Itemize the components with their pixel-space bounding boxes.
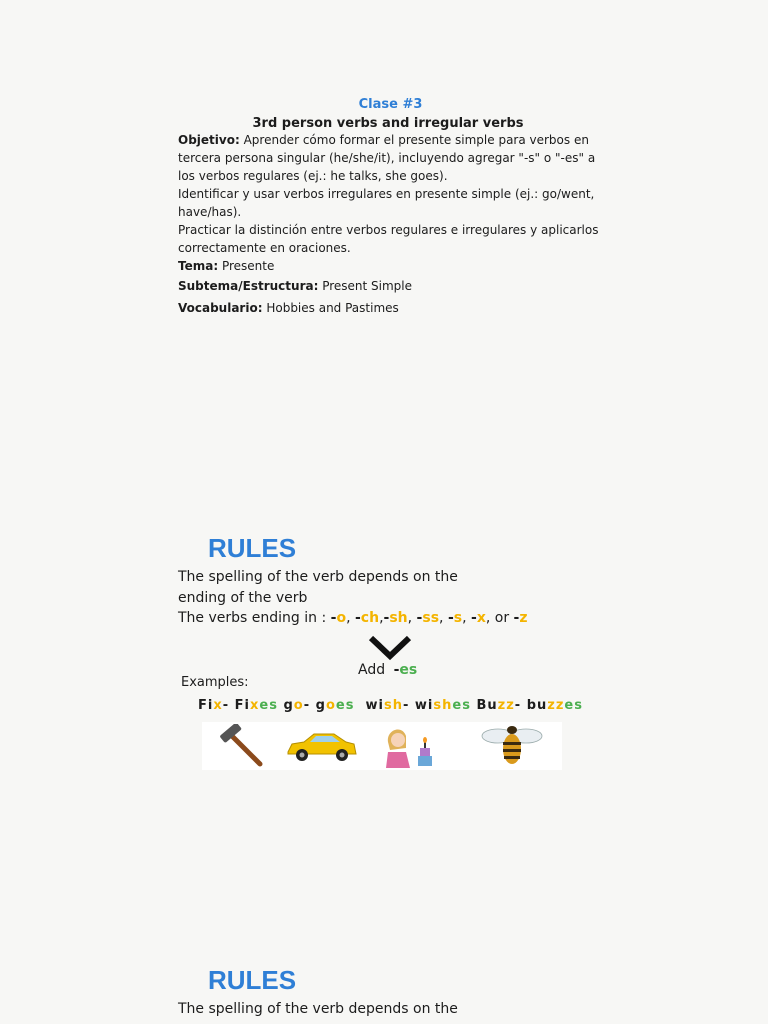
subtema-value: Present Simple bbox=[318, 279, 413, 293]
examples-line bbox=[198, 698, 583, 713]
rules-heading: RULES bbox=[208, 533, 297, 563]
vocabulario-value: Hobbies and Pastimes bbox=[262, 301, 399, 315]
objective-text: Aprender cómo formar el presente simple para verbos en tercera persona singular (he/she/it), incluyendo agregar "-s" o "-es" a los verbos regulares (ej.: he talks, she goes). bbox=[178, 133, 596, 183]
vocabulario-label: Vocabulario: bbox=[178, 301, 263, 315]
vocabulario-line bbox=[178, 299, 608, 317]
hammer-icon bbox=[216, 724, 266, 768]
example-go: go- goes bbox=[283, 698, 355, 713]
rules2-line-1: The spelling of the verb depends on the bbox=[178, 1001, 458, 1017]
chevron-down-icon bbox=[368, 634, 412, 662]
lesson-title: 3rd person verbs and irregular verbs bbox=[252, 116, 524, 131]
class-label: Clase #3 bbox=[358, 97, 423, 112]
tema-line bbox=[178, 257, 608, 275]
car-icon bbox=[284, 730, 360, 764]
example-fix: Fix- Fixes bbox=[198, 698, 278, 713]
objective-line-3: Practicar la distinción entre verbos regulares e irregulares y aplicarlos correctamente en oraciones. bbox=[178, 223, 599, 255]
endings-prefix: The verbs ending in : bbox=[178, 610, 331, 626]
rules-line-2: ending of the verb bbox=[178, 590, 308, 606]
endings-line: The verbs ending in : -o, -ch,-sh, -ss, -s, -x, or -z bbox=[178, 610, 528, 626]
subtema-label: Subtema/Estructura: bbox=[178, 279, 319, 293]
rules-heading-2: RULES bbox=[208, 965, 297, 995]
add-prefix: Add bbox=[358, 662, 390, 678]
subtema-line bbox=[178, 277, 608, 295]
girl-blowing-candle-icon bbox=[382, 724, 438, 768]
rules-line-1: The spelling of the verb depends on the bbox=[178, 569, 458, 585]
example-buzz: Buzz- buzzes bbox=[476, 698, 583, 713]
examples-label: Examples: bbox=[181, 675, 249, 690]
objective-line-2: Identificar y usar verbos irregulares en presente simple (ej.: go/went, have/has). bbox=[178, 187, 595, 219]
example-wish: wish- wishes bbox=[365, 698, 471, 713]
lesson-info-block bbox=[178, 97, 608, 317]
bee-icon bbox=[480, 722, 544, 770]
objective-label: Objetivo: bbox=[178, 133, 240, 147]
tema-label: Tema: bbox=[178, 259, 219, 273]
tema-value: Presente bbox=[218, 259, 275, 273]
add-es-instruction: Add -es bbox=[358, 662, 418, 678]
example-images bbox=[202, 722, 562, 770]
or-word: or bbox=[494, 610, 510, 626]
objective-paragraph bbox=[178, 131, 608, 257]
